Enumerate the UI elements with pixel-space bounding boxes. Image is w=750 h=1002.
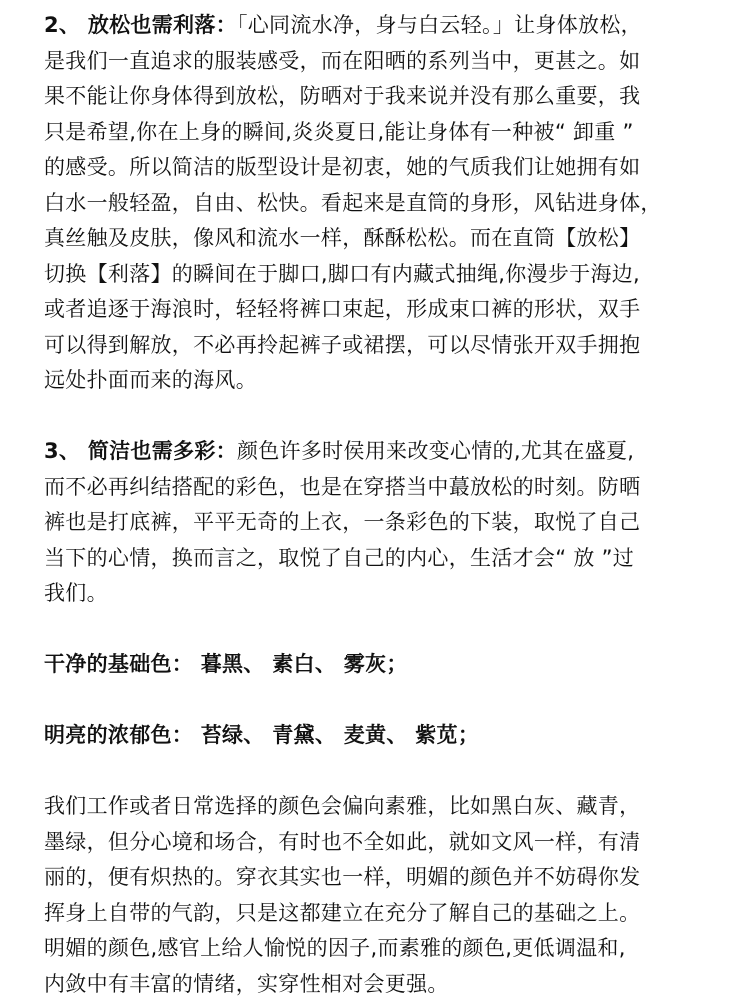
paragraph-line: 我们工作或者日常选择的颜色会偏向素雅，比如黑白灰、藏青， xyxy=(44,789,716,825)
line-text: 颜色许多时侯用来改变心情的,尤其在盛夏, xyxy=(237,439,634,463)
paragraph-line: 丽的，便有炽热的。穿衣其实也一样，明媚的颜色并不妨碍你发 xyxy=(44,860,716,896)
paragraph-line xyxy=(44,8,716,44)
paragraph-line: 裤也是打底裤，平平无奇的上衣，一条彩色的下装，取悦了自己 xyxy=(44,505,716,541)
paragraph-spacer xyxy=(44,399,716,435)
section-3-paragraph xyxy=(44,434,716,612)
paragraph-line: 是我们一直追求的服装感受，而在阳晒的系列当中，更甚之。如 xyxy=(44,44,716,80)
paragraph-line: 挥身上自带的气韵，只是这都建立在充分了解自己的基础之上。 xyxy=(44,896,716,932)
bright-colors-line: 明亮的浓郁色： 苔绿、 青黛、 麦黄、 紫苋； xyxy=(44,718,716,754)
paragraph-line: 远处扑面而来的海风。 xyxy=(44,363,716,399)
line-text: 「心同流水净，身与白云轻。」让身体放松， xyxy=(237,13,642,37)
document-body xyxy=(44,8,716,1002)
paragraph-line: 墨绿，但分心境和场合，有时也不全如此，就如文风一样，有清 xyxy=(44,825,716,861)
paragraph-line: 明媚的颜色,感官上给人愉悦的因子,而素雅的颜色,更低调温和, xyxy=(44,931,716,967)
section-heading: 3、 简洁也需多彩： xyxy=(44,439,237,463)
paragraph-line: 可以得到解放，不必再拎起裤子或裙摆，可以尽情张开双手拥抱 xyxy=(44,328,716,364)
paragraph-line: 我们。 xyxy=(44,576,716,612)
paragraph-line: 当下的心情，换而言之，取悦了自己的内心，生活才会“ 放 ”过 xyxy=(44,541,716,577)
section-2-paragraph xyxy=(44,8,716,399)
paragraph-spacer xyxy=(44,683,716,719)
paragraph-line: 白水一般轻盈，自由、松快。看起来是直筒的身形，风钻进身体， xyxy=(44,186,716,222)
paragraph-line xyxy=(44,434,716,470)
closing-paragraph xyxy=(44,789,716,1002)
paragraph-line: 只是希望,你在上身的瞬间,炎炎夏日,能让身体有一种被“ 卸重 ” xyxy=(44,115,716,151)
paragraph-spacer xyxy=(44,612,716,648)
section-heading: 2、 放松也需利落： xyxy=(44,13,237,37)
paragraph-line: 的感受。所以简洁的版型设计是初衷，她的气质我们让她拥有如 xyxy=(44,150,716,186)
paragraph-line: 内敛中有丰富的情绪，实穿性相对会更强。 xyxy=(44,967,716,1002)
paragraph-line: 真丝触及皮肤，像风和流水一样，酥酥松松。而在直筒【放松】 xyxy=(44,221,716,257)
paragraph-line: 果不能让你身体得到放松，防晒对于我来说并没有那么重要，我 xyxy=(44,79,716,115)
paragraph-line: 切换【利落】的瞬间在于脚口,脚口有内藏式抽绳,你漫步于海边, xyxy=(44,257,716,293)
paragraph-line: 而不必再纠结搭配的彩色，也是在穿搭当中蕞放松的时刻。防晒 xyxy=(44,470,716,506)
paragraph-spacer xyxy=(44,754,716,790)
basic-colors-line: 干净的基础色： 暮黑、 素白、 雾灰； xyxy=(44,647,716,683)
paragraph-line: 或者追逐于海浪时，轻轻将裤口束起，形成束口裤的形状，双手 xyxy=(44,292,716,328)
